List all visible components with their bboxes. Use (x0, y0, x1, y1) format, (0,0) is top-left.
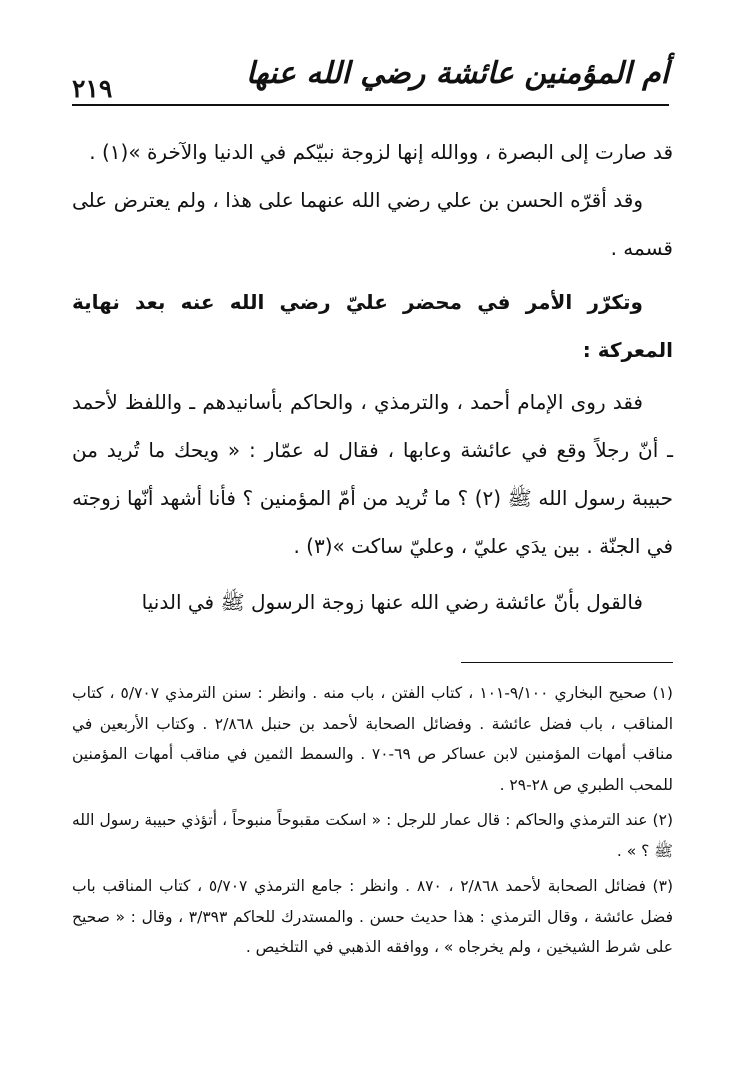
footnotes (72, 678, 673, 968)
footnote-2: (٢) عند الترمذي والحاكم : قال عمار للرجل : « اسكت مقبوحاً منبوحاً ، أتؤذي حبيبة رسول الله ﷺ ؟ » . (72, 811, 673, 860)
header-rule (72, 104, 669, 106)
paragraph-4: فالقول بأنّ عائشة رضي الله عنها زوجة الرسول ﷺ في الدنيا (141, 590, 643, 614)
footnote-1: (١) صحيح البخاري ٩/١٠٠-١٠١ ، كتاب الفتن ، باب منه . وانظر : سنن الترمذي ٥/٧٠٧ ، كتاب المناقب ، باب فضل عائشة . وفضائل الصحابة لأحمد بن حنبل ٢/٨٦٨ . وكتاب الأربعين في مناقب أمهات المؤمنين لابن عساكر ص ٦٩-٧٠ . والسمط الثمين في مناقب أمهات المؤمنين للمحب الطبري ص ٢٨-٢٩ . (72, 684, 673, 794)
main-text (72, 128, 673, 626)
paragraph-1: قد صارت إلى البصرة ، ووالله إنها لزوجة نبيّكم في الدنيا والآخرة »(١) . (89, 140, 673, 164)
footnote-separator (461, 662, 673, 663)
paragraph-2: وقد أقرّه الحسن بن علي رضي الله عنهما على هذا ، ولم يعترض على قسمه . (72, 188, 673, 260)
section-heading: وتكرّر الأمر في محضر عليّ رضي الله عنه بعد نهاية المعركة : (72, 290, 673, 362)
running-title: أم المؤمنين عائشة رضي الله عنها (245, 56, 669, 91)
page-number: ٢١٩ (72, 74, 113, 103)
page-header (72, 52, 669, 108)
paragraph-3: فقد روى الإمام أحمد ، والترمذي ، والحاكم بأسانيدهم ـ واللفظ لأحمد ـ أنّ رجلاً وقع في عائشة وعابها ، فقال له عمّار : « ويحك ما تُريد من حبيبة رسول الله ﷺ (٢) ؟ ما تُريد من أمّ المؤمنين ؟ فأنا أشهد أنّها زوجته في الجنّة . بين يدَي عليّ ، وعليّ ساكت »(٣) . (72, 390, 674, 558)
footnote-3: (٣) فضائل الصحابة لأحمد ٢/٨٦٨ ، ٨٧٠ . وانظر : جامع الترمذي ٥/٧٠٧ ، كتاب المناقب باب فضل عائشة ، وقال الترمذي : هذا حديث حسن . والمستدرك للحاكم ٣/٣٩٣ ، وقال : « صحيح على شرط الشيخين ، ولم يخرجاه » ، ووافقه الذهبي في التلخيص . (72, 877, 673, 956)
